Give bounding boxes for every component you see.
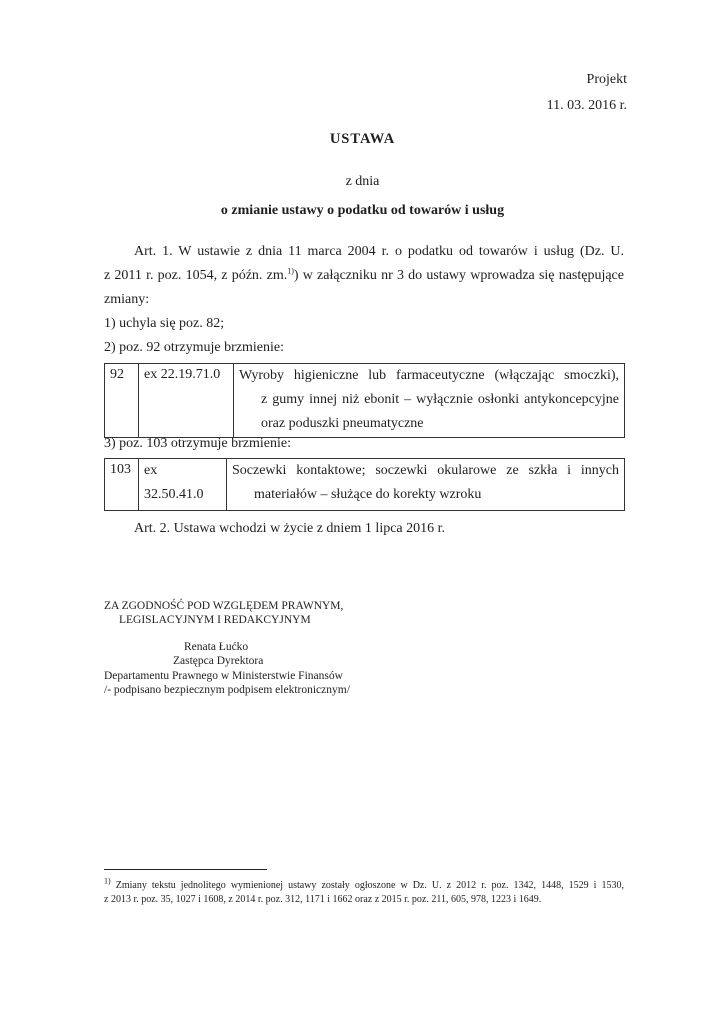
amendment-item-1: 1) uchyla się poz. 82; <box>104 316 225 331</box>
classification-code <box>139 459 227 511</box>
signatory-department: Departamentu Prawnego w Ministerstwie Finansów <box>104 669 343 682</box>
article-1-line-3: zmiany: <box>104 292 150 307</box>
description-line: z gumy innej niż ebonit – wyłącznie osłonki antykoncepcyjne <box>261 392 619 407</box>
project-label: Projekt <box>586 72 627 87</box>
footnote-separator <box>104 869 267 870</box>
footnote-line-2: z 2013 r. poz. 35, 1027 i 1608, z 2014 r. poz. 312, 1171 i 1662 oraz z 2015 r. poz. 211, 605, 978, 1223 i 1649. <box>104 894 542 905</box>
footnote-text: Zmiany tekstu jednolitego wymienionej ustawy zostały ogłoszone w Dz. U. z 2012 r. poz. 1342, 1448, 1529 i 1530, <box>115 880 624 891</box>
footnote <box>104 876 624 907</box>
article-1-text: z 2011 r. poz. 1054, z późn. zm. <box>104 268 288 283</box>
project-date: 11. 03. 2016 r. <box>546 98 627 113</box>
footnote-line-1 <box>104 876 624 893</box>
approval-block <box>104 599 404 697</box>
code-line: 32.50.41.0 <box>144 487 204 502</box>
article-1-line-2 <box>104 264 624 288</box>
classification-code: ex 22.19.71.0 <box>139 364 234 438</box>
table-row <box>105 364 625 438</box>
table-position-92 <box>104 363 625 438</box>
article-1 <box>104 240 624 360</box>
table-position-103 <box>104 458 625 511</box>
description-line: materiałów – służące do korekty wzroku <box>254 487 482 502</box>
code-line: ex <box>144 463 158 478</box>
act-subtitle: o zmianie ustawy o podatku od towarów i usług <box>220 203 505 218</box>
table-row <box>105 459 625 511</box>
act-title: USTAWA <box>329 131 396 147</box>
description-line: Soczewki kontaktowe; soczewki okularowe ze szkła i innych <box>232 463 619 478</box>
position-number: 92 <box>105 364 139 438</box>
approval-line-1: ZA ZGODNOŚĆ POD WZGLĘDEM PRAWNYM, <box>104 600 344 612</box>
article-1-text-cont: ) w załączniku nr 3 do ustawy wprowadza się następujące <box>293 268 624 283</box>
goods-description <box>234 364 625 438</box>
description-line: oraz poduszki pneumatyczne <box>261 416 424 431</box>
act-date-line: z dnia <box>345 174 380 189</box>
approval-line-2: LEGISLACYJNYM I REDAKCYJNYM <box>119 614 311 627</box>
signatory-role: Zastępca Dyrektora <box>173 655 264 668</box>
footnote-ref: 1) <box>287 266 294 276</box>
article-2: Art. 2. Ustawa wchodzi w życie z dniem 1 lipca 2016 r. <box>134 521 446 536</box>
amendment-item-3: 3) poz. 103 otrzymuje brzmienie: <box>104 436 291 451</box>
article-1-line-1: Art. 1. W ustawie z dnia 11 marca 2004 r. o podatku od towarów i usług (Dz. U. <box>134 244 624 259</box>
goods-description <box>227 459 625 511</box>
amendment-item-2: 2) poz. 92 otrzymuje brzmienie: <box>104 340 284 355</box>
signatory-name: Renata Łućko <box>184 640 249 653</box>
description-line: Wyroby higieniczne lub farmaceutyczne (włączając smoczki), <box>239 368 619 383</box>
footnote-mark: 1) <box>104 876 111 886</box>
electronic-signature: /- podpisano bezpiecznym podpisem elektronicznym/ <box>104 683 350 696</box>
position-number: 103 <box>105 459 139 511</box>
